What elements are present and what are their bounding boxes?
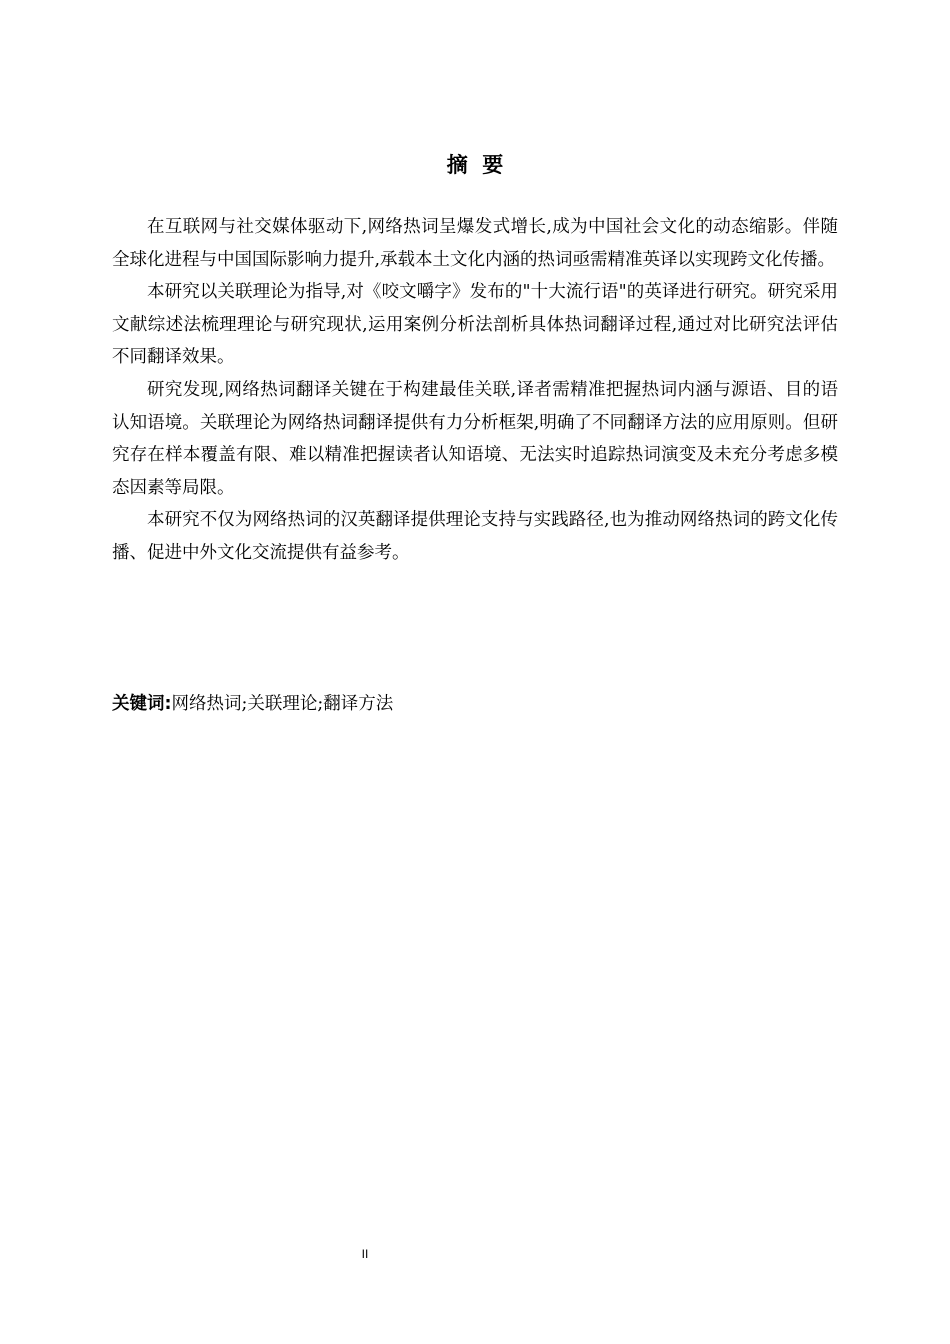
keywords-line bbox=[112, 689, 838, 719]
abstract-paragraph-4: 本研究不仅为网络热词的汉英翻译提供理论支持与实践路径,也为推动网络热词的跨文化传播、促进中外文化交流提供有益参考。 bbox=[112, 510, 838, 563]
keywords-value: 网络热词;关联理论;翻译方法 bbox=[171, 694, 394, 714]
abstract-body bbox=[112, 211, 838, 570]
keywords-label: 关键词: bbox=[112, 694, 172, 714]
abstract-paragraph-3: 研究发现,网络热词翻译关键在于构建最佳关联,译者需精准把握热词内涵与源语、目的语认知语境。关联理论为网络热词翻译提供有力分析框架,明确了不同翻译方法的应用原则。但研究存在样本覆盖有限、难以精准把握读者认知语境、无法实时追踪热词演变及未充分考虑多模态因素等局限。 bbox=[112, 379, 838, 498]
abstract-paragraph-2: 本研究以关联理论为指导,对《咬文嚼字》发布的"十大流行语"的英译进行研究。研究采用文献综述法梳理理论与研究现状,运用案例分析法剖析具体热词翻译过程,通过对比研究法评估不同翻译效果。 bbox=[112, 282, 838, 368]
page-number: II bbox=[361, 1247, 369, 1261]
abstract-paragraph-1: 在互联网与社交媒体驱动下,网络热词呈爆发式增长,成为中国社会文化的动态缩影。伴随全球化进程与中国国际影响力提升,承载本土文化内涵的热词亟需精准英译以实现跨文化传播。 bbox=[112, 217, 838, 270]
abstract-heading: 摘 要 bbox=[446, 153, 504, 177]
